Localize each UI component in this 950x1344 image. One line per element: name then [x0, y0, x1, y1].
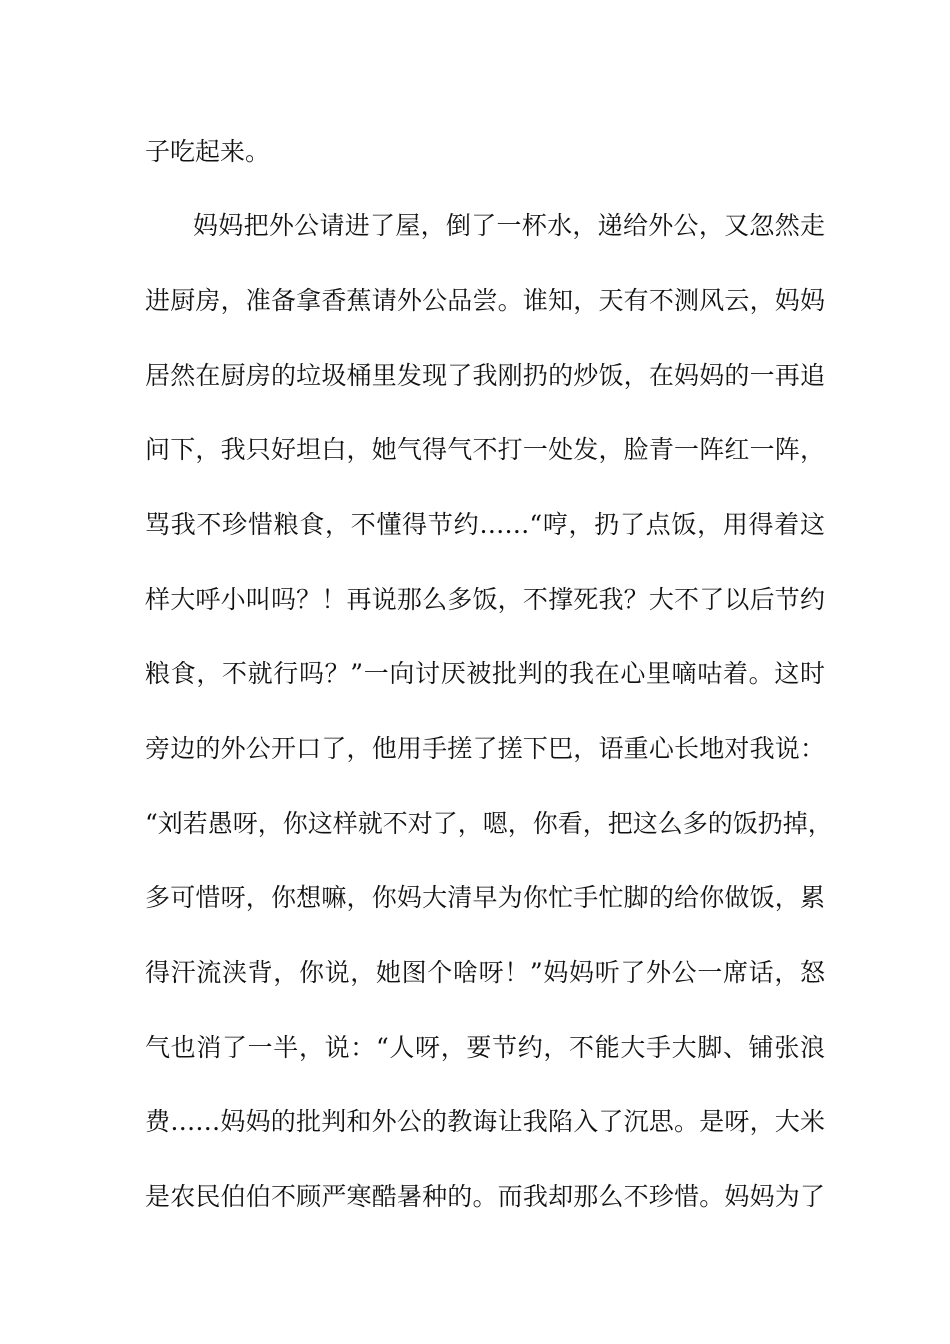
text-line-6: 骂我不珍惜粮食，不懂得节约……“哼，扔了点饭，用得着这 — [145, 510, 825, 539]
text-line-9: 旁边的外公开口了，他用手搓了搓下巴，语重心长地对我说： — [145, 734, 825, 763]
text-line-2: 妈妈把外公请进了屋，倒了一杯水，递给外公，又忽然走 — [193, 211, 825, 240]
text-line-4: 居然在厨房的垃圾桶里发现了我刚扔的炒饭，在妈妈的一再追 — [145, 361, 825, 390]
text-line-10: “刘若愚呀，你这样就不对了，嗯，你看，把这么多的饭扔掉， — [145, 809, 833, 838]
text-line-14: 费……妈妈的批判和外公的教诲让我陷入了沉思。是呀，大米 — [145, 1107, 825, 1136]
text-line-8: 粮食，不就行吗？”一向讨厌被批判的我在心里嘀咕着。这时 — [145, 659, 825, 688]
text-line-5: 问下，我只好坦白，她气得气不打一处发，脸青一阵红一阵， — [145, 435, 825, 464]
text-line-11: 多可惜呀，你想嘛，你妈大清早为你忙手忙脚的给你做饭，累 — [145, 883, 825, 912]
text-line-7: 样大呼小叫吗？！再说那么多饭，不撑死我？大不了以后节约 — [145, 585, 825, 614]
text-line-15: 是农民伯伯不顾严寒酷暑种的。而我却那么不珍惜。妈妈为了 — [145, 1182, 825, 1211]
text-line-13: 气也消了一半，说：“人呀，要节约，不能大手大脚、铺张浪 — [145, 1033, 825, 1062]
text-line-12: 得汗流浃背，你说，她图个啥呀！”妈妈听了外公一席话，怒 — [145, 958, 825, 987]
text-line-3: 进厨房，准备拿香蕉请外公品尝。谁知，天有不测风云，妈妈 — [145, 286, 825, 315]
text-line-1: 子吃起来。 — [145, 137, 271, 166]
